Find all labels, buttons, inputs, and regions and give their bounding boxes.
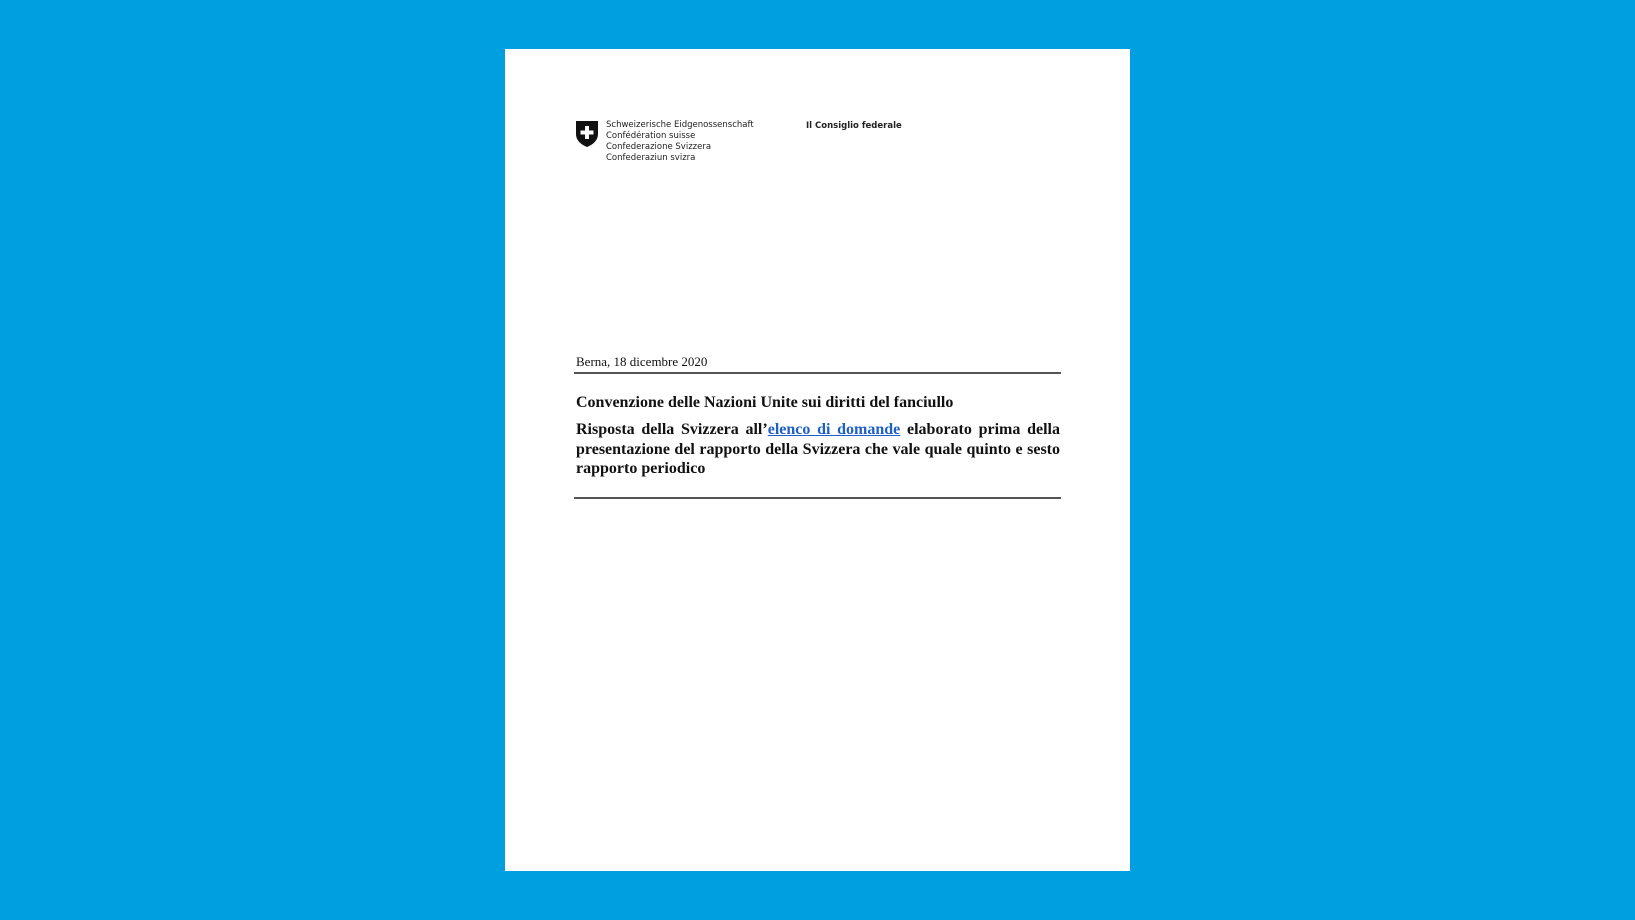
questions-list-link[interactable]: elenco di domande [767, 421, 901, 438]
document-page [505, 49, 1130, 871]
subtitle-text-after: elaborato prima della presentazione del rapporto della Svizzera che vale quale quinto e sesto rapporto periodico [576, 421, 1060, 477]
divider-top [574, 372, 1061, 374]
confederation-name-de: Schweizerische Eidgenossenschaft [606, 120, 754, 130]
confederation-name-fr: Confédération suisse [606, 131, 696, 141]
document-title: Convenzione delle Nazioni Unite sui diritti del fanciullo [576, 394, 954, 411]
swiss-coat-of-arms-icon [575, 120, 599, 148]
divider-bottom [574, 497, 1061, 499]
document-date: Berna, 18 dicembre 2020 [576, 354, 708, 369]
federal-council-label: Il Consiglio federale [806, 121, 902, 131]
letterhead [575, 120, 1095, 170]
document-subtitle [576, 420, 1060, 479]
confederation-name-rm: Confederaziun svizra [606, 153, 696, 163]
subtitle-text-before: Risposta della Svizzera all’ [576, 421, 768, 438]
confederation-name-it: Confederazione Svizzera [606, 142, 712, 152]
confederation-names [606, 120, 754, 164]
